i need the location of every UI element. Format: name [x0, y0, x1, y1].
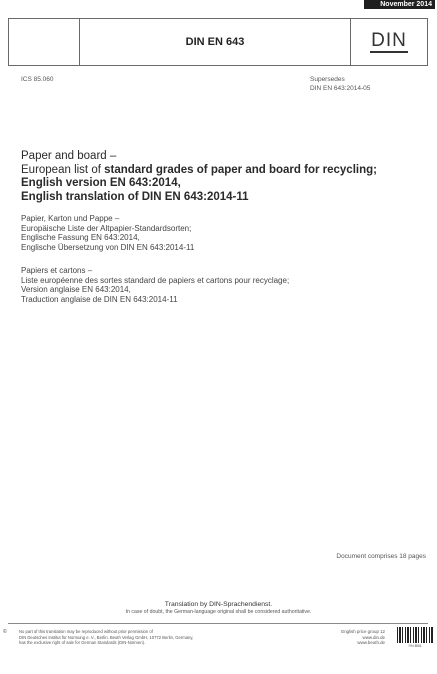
- supersedes-block: [310, 76, 370, 93]
- german-title-line: Papier, Karton und Pappe –: [21, 214, 120, 223]
- german-title: [21, 214, 421, 252]
- german-title-line: Englische Fassung EN 643:2014,: [21, 233, 140, 242]
- din-website: www.din.de: [362, 634, 385, 640]
- beuth-website: www.beuth.de: [357, 640, 385, 645]
- english-title: [21, 150, 421, 204]
- copyright-notice: [19, 629, 279, 646]
- translation-by: Translation by DIN-Sprachendienst.: [164, 601, 273, 608]
- footer-divider: [8, 623, 428, 624]
- copyright-line: No part of this translation may be reproduced without prior permission of: [19, 629, 153, 634]
- header-blank-cell: [9, 19, 80, 65]
- title-line: Paper and board –: [21, 150, 117, 162]
- copyright-line: has the exclusive right of sale for German Standards (DIN-Normen).: [19, 640, 146, 645]
- supersedes-ref: DIN EN 643:2014-05: [310, 84, 371, 92]
- title-line: English version EN 643:2014,: [21, 177, 181, 189]
- french-title: [21, 266, 421, 304]
- copyright-line: DIN Deutsches Institut für Normung e. V., Berlin. Beuth Verlag GmbH, 10772 Berlin, Germany,: [19, 634, 194, 640]
- french-title-line: Traduction anglaise de DIN EN 643:2014-11: [21, 294, 178, 304]
- standard-number: DIN EN 643: [185, 36, 245, 48]
- price-group: English price group 12: [341, 629, 385, 634]
- german-title-line: Englische Übersetzung von DIN EN 643:2014-11: [21, 242, 195, 252]
- price-and-web: [305, 629, 385, 646]
- authoritative-note: In case of doubt, the German-language original shall be considered authoritative.: [125, 609, 312, 615]
- barcode: [397, 627, 433, 643]
- french-title-line: Papiers et cartons –: [21, 266, 93, 275]
- title-line-text: European list of standard grades of paper and board for recycling;: [21, 163, 377, 176]
- title-line: English translation of DIN EN 643:2014-11: [21, 190, 249, 203]
- publication-date: November 2014: [364, 0, 435, 9]
- title-line: [21, 164, 421, 178]
- german-title-line: Europäische Liste der Altpapier-Standardsorten;: [21, 223, 192, 233]
- ics-code: ICS 85.060: [21, 76, 54, 83]
- standard-header: [8, 18, 428, 66]
- french-title-line: Version anglaise EN 643:2014,: [21, 285, 131, 294]
- french-title-line: Liste européenne des sortes standard de papiers et cartons pour recyclage;: [21, 275, 290, 285]
- title-emphasis: standard grades of paper and board for recycling;: [104, 163, 377, 176]
- din-logo: DIN: [371, 29, 407, 51]
- supersedes-label: Supersedes: [310, 76, 345, 83]
- page-count-note: Document comprises 18 pages: [336, 553, 426, 560]
- barcode-number: !%<B5&: [408, 644, 422, 648]
- din-logo-cell: [350, 19, 427, 65]
- copyright-mark: ©: [3, 629, 7, 635]
- translation-note: [0, 600, 437, 616]
